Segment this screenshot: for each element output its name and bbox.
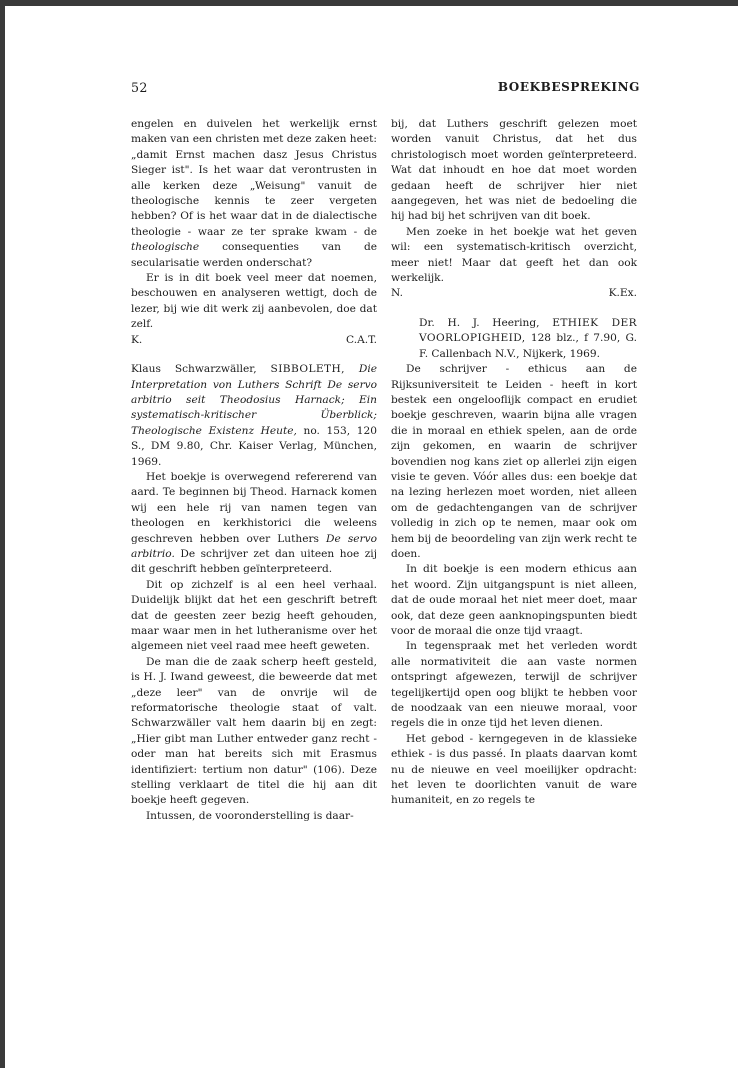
- italic-term: De servo arbitrio.: [131, 532, 377, 560]
- ref-title: SIBBOLETH,: [270, 363, 345, 376]
- page-number: 52: [131, 80, 148, 95]
- book-reference: [405, 316, 637, 362]
- paragraph: In dit boekje is een modern ethicus aan het woord. Zijn uitgangspunt is niet alleen, dat de oude moraal het niet meer doet, maar ook, dat deze geen aanknopingspunten biedt voor de moraal die onze tijd vraagt.: [391, 563, 637, 637]
- paragraph: De man die de zaak scherp heeft gesteld, is H. J. Iwand geweest, die beweerde dat met „deze leer" van de onvrije wil de reformatorische theologie staat of valt. Schwarzwäller valt hem daarin bij en zegt: „Hier gibt man Luther entweder ganz recht - oder man hat bereits sich mit Erasmus identifiziert: tertium non datur" (106). Deze stelling verklaart de titel die hij aan dit boekje heeft gegeven.: [131, 655, 377, 807]
- ref-author: Klaus Schwarzwäller,: [131, 363, 257, 376]
- paragraph: [131, 470, 377, 578]
- scan-edge-top: [0, 0, 738, 6]
- ref-author: Dr. H. J. Heering,: [419, 316, 540, 329]
- paragraph: In tegenspraak met het verleden wordt alle normativiteit die aan vaste normen ontspringt afgewezen, terwijl de schrijver tegelijkertijd open oog blijkt te hebben voor de noodzaak van een nieuwe moraal, voor regels die in onze tijd het leven dienen.: [391, 640, 637, 730]
- right-column: [391, 117, 637, 809]
- paragraph: De schrijver - ethicus aan de Rijksuniversiteit te Leiden - heeft in kort bestek een ongelooflijk compact en erudiet boekje geschreven, waarin bijna alle vragen die in moraal en ethiek spelen, aan de orde zijn gekomen, en waarin de schrijver bovendien nog kans ziet op allerlei zijn eigen visie te geven. Vóór alles dus: een boekje dat na lezing herlezen moet worden, niet alleen om de gedachtengangen van de schrijver volledig in zich op te nemen, maar ook om hem bij de beoordeling van zijn werk recht te doen.: [391, 363, 637, 560]
- scan-edge-left: [0, 0, 5, 1068]
- paragraph-text: De schrijver zet dan uiteen hoe zij dit geschrift hebben geïnterpreteerd.: [131, 547, 377, 576]
- ref-details: 128 blz., f 7.90, G. F. Callenbach N.V., Nijkerk, 1969.: [419, 332, 637, 360]
- paragraph: Intussen, de vooronderstelling is daar-: [146, 809, 354, 822]
- signature-author: C.A.T.: [346, 333, 377, 346]
- review-signature: [391, 286, 637, 301]
- review-signature: [131, 333, 377, 348]
- ref-details: no. 153, 120 S., DM 9.80, Chr. Kaiser Verlag, München, 1969.: [131, 424, 377, 468]
- paragraph-text: Het boekje is overwegend refererend van aard. Te beginnen bij Theod. Harnack komen wij een hele rij van namen tegen van theologen en kerkhistorici die weleens geschreven hebben over Luthers: [131, 470, 377, 545]
- running-title: BOEKBESPREKING: [497, 80, 640, 94]
- paragraph-text: consequenties van de secularisatie werden onderschat?: [131, 241, 377, 269]
- ref-subtitle: Die Interpretation von Luthers Schrift De servo arbitrio seit Theodosius Harnack; Ein systematisch-kritischer Überblick; Theologische Existenz Heute,: [131, 363, 378, 437]
- book-reference: [131, 362, 377, 470]
- left-column: [131, 117, 377, 824]
- paragraph: Men zoeke in het boekje wat het geven wil: een systematisch-kritisch overzicht, meer niet! Maar dat geeft het dan ook werkelijk.: [391, 225, 637, 285]
- paragraph-continuation: bij, dat Luthers geschrift gelezen moet worden vanuit Christus, dat het dus christologisch moet worden geïnterpreteerd. Wat dat inhoudt en hoe dat moet worden gedaan heeft de schrijver hier niet aangegeven, het was niet de bedoeling die hij had bij het schrijven van dit boek.: [391, 118, 637, 223]
- signature-initial: N.: [391, 287, 403, 300]
- paragraph-continuation: [131, 117, 377, 271]
- signature-initial: K.: [131, 333, 143, 346]
- ref-title: ETHIEK DER VOORLOPIGHEID,: [419, 316, 637, 345]
- signature-author: K.Ex.: [608, 287, 637, 300]
- paragraph-text: engelen en duivelen het werkelijk ernst maken van een christen met deze zaken heet: „damit Ernst machen dasz Jesus Christus Sieger ist". Is het waar dat verontrusten in alle kerken deze „Weisung" vanuit de theologische kennis te zeer vergeten hebben? Of is het waar dat in de dialectische theologie - waar ze ter sprake kwam - de: [131, 118, 377, 238]
- paragraph: Er is in dit boek veel meer dat noemen, beschouwen en analyseren wettigt, doch de lezer, bij wie dit werk zij aanbevolen, doe dat zelf.: [131, 272, 377, 331]
- paragraph: Dit op zichzelf is al een heel verhaal. Duidelijk blijkt dat het een geschrift betreft dat de geesten zeer bezig heeft gehouden, maar waar men in het lutheranisme over het algemeen niet veel raad mee heeft geweten.: [131, 578, 377, 653]
- paragraph: Het gebod - kerngegeven in de klassieke ethiek - is dus passé. In plaats daarvan komt nu de nieuwe en veel moeilijker opdracht: het leven te doorlichten vanuit de ware humaniteit, en zo regels te: [391, 732, 637, 807]
- italic-term: theologische: [131, 241, 200, 254]
